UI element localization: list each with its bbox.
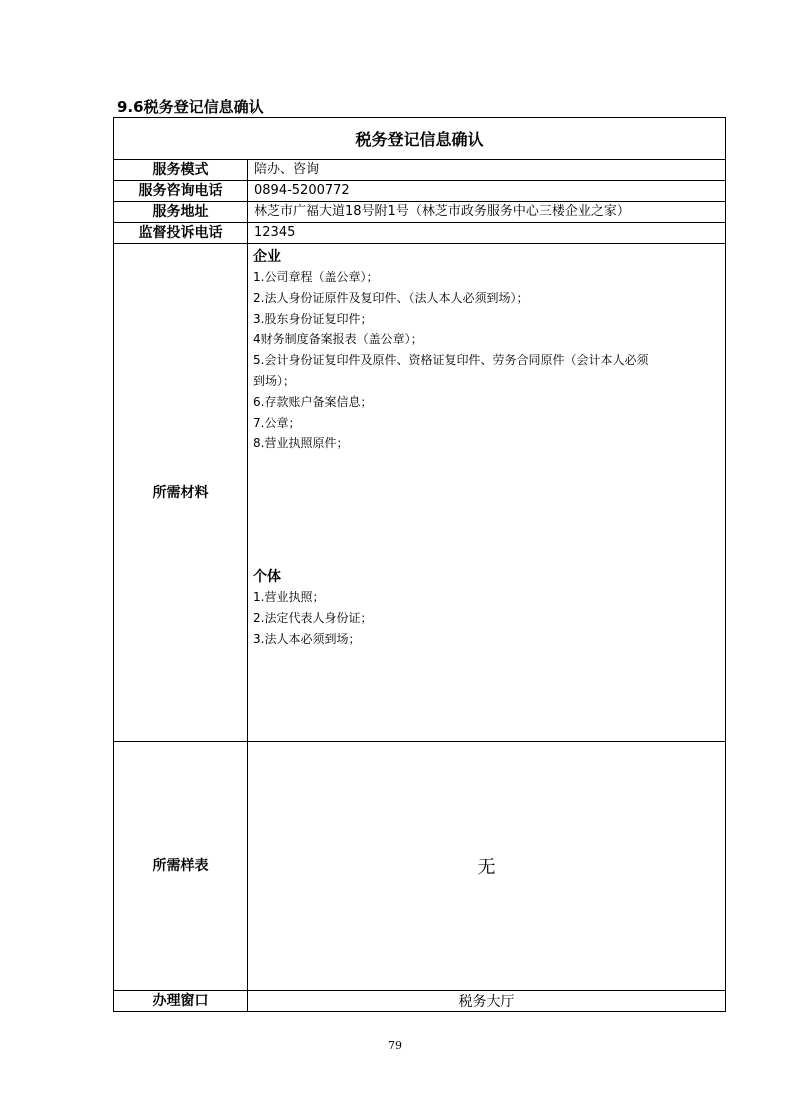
enterprise-item: 1.公司章程（盖公章）；	[253, 270, 379, 284]
tax-registration-table	[113, 117, 726, 1012]
table-title: 税务登记信息确认	[114, 118, 726, 160]
service-mode-label: 服务模式	[114, 160, 248, 181]
consult-phone-value: 0894-5200772	[248, 181, 726, 202]
service-address-label: 服务地址	[114, 202, 248, 223]
office-label: 办理窗口	[114, 991, 248, 1012]
individual-item: 1.营业执照；	[253, 590, 325, 605]
table-row	[114, 160, 726, 181]
enterprise-item: 到场）；	[253, 373, 296, 388]
complaint-phone-value: 12345	[248, 223, 726, 244]
service-address-value: 林芝市广福大道18号附1号（林芝市政务服务中心三楼企业之家）	[248, 202, 726, 223]
service-mode-value: 陪办、咨询	[248, 160, 726, 181]
table-row	[114, 202, 726, 223]
forms-row	[114, 742, 726, 991]
office-value: 税务大厅	[248, 991, 726, 1012]
office-row	[114, 991, 726, 1012]
enterprise-item: 6.存款账户备案信息；	[253, 394, 373, 409]
section-title: 9.6税务登记信息确认	[117, 98, 264, 116]
materials-row	[114, 244, 726, 742]
page-number: 79	[388, 1039, 402, 1052]
forms-label: 所需样表	[114, 742, 248, 991]
table-row	[114, 223, 726, 244]
materials-cell	[248, 244, 726, 742]
enterprise-item: 4财务制度备案报表（盖公章）；	[253, 332, 423, 347]
enterprise-item: 8.营业执照原件；	[253, 436, 349, 451]
enterprise-item: 5.会计身份证复印件及原件、资格证复印件、劳务合同原件（会计本人必须	[253, 353, 649, 368]
table-row	[114, 181, 726, 202]
complaint-phone-label: 监督投诉电话	[114, 223, 248, 244]
individual-item: 3.法人本必须到场；	[253, 631, 361, 646]
table-title-row	[114, 118, 726, 160]
consult-phone-label: 服务咨询电话	[114, 181, 248, 202]
materials-label: 所需材料	[114, 244, 248, 742]
enterprise-item: 2.法人身份证原件及复印件、（法人本人必须到场）；	[253, 290, 529, 305]
individual-title: 个体	[253, 569, 281, 586]
enterprise-item: 7.公章；	[253, 415, 301, 430]
individual-item: 2.法定代表人身份证；	[253, 610, 373, 625]
forms-value: 无	[248, 742, 726, 991]
enterprise-item: 3.股东身份证复印件；	[253, 311, 373, 326]
enterprise-title: 企业	[253, 249, 281, 265]
